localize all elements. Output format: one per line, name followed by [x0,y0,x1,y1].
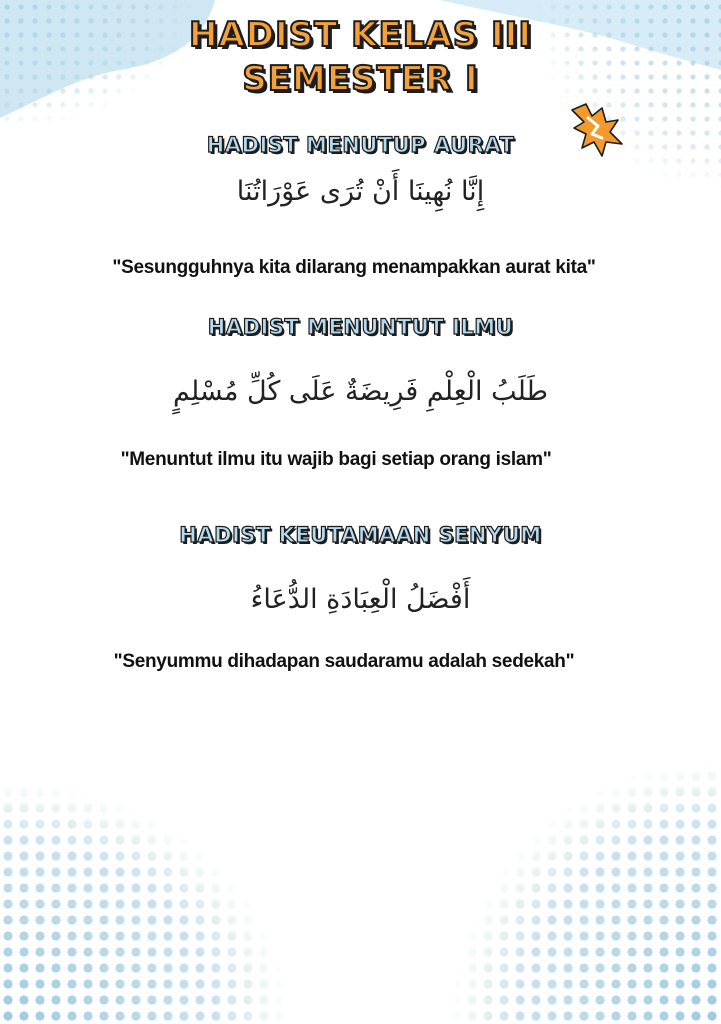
section-heading: HADIST KEUTAMAAN SENYUM [179,523,542,547]
hadith-meaning: "Menuntut ilmu itu wajib bagi setiap orang islam" [120,449,552,470]
arabic-hadith-text: أَفْضَلُ الْعِبَادَةِ الدُّعَاءُ [250,584,471,615]
arabic-hadith-text: إِنَّا نُهِينَا أَنْ تُرَى عَوْرَاتُنَا [236,176,485,207]
section-heading: HADIST MENUNTUT ILMU [207,315,514,339]
arabic-hadith-text: طَلَبُ الْعِلْمِ فَرِيضَةٌ عَلَى كُلِّ مُسْلِمٍ [172,376,549,407]
hadith-meaning: "Senyummu dihadapan saudaramu adalah sedekah" [113,651,575,672]
hadith-meaning: "Sesungguhnya kita dilarang menampakkan aurat kita" [112,257,596,278]
page-title-line-1: HADIST KELAS III [189,15,532,55]
page-title-line-2: SEMESTER I [242,59,479,99]
section-heading: HADIST MENUTUP AURAT [206,133,515,157]
